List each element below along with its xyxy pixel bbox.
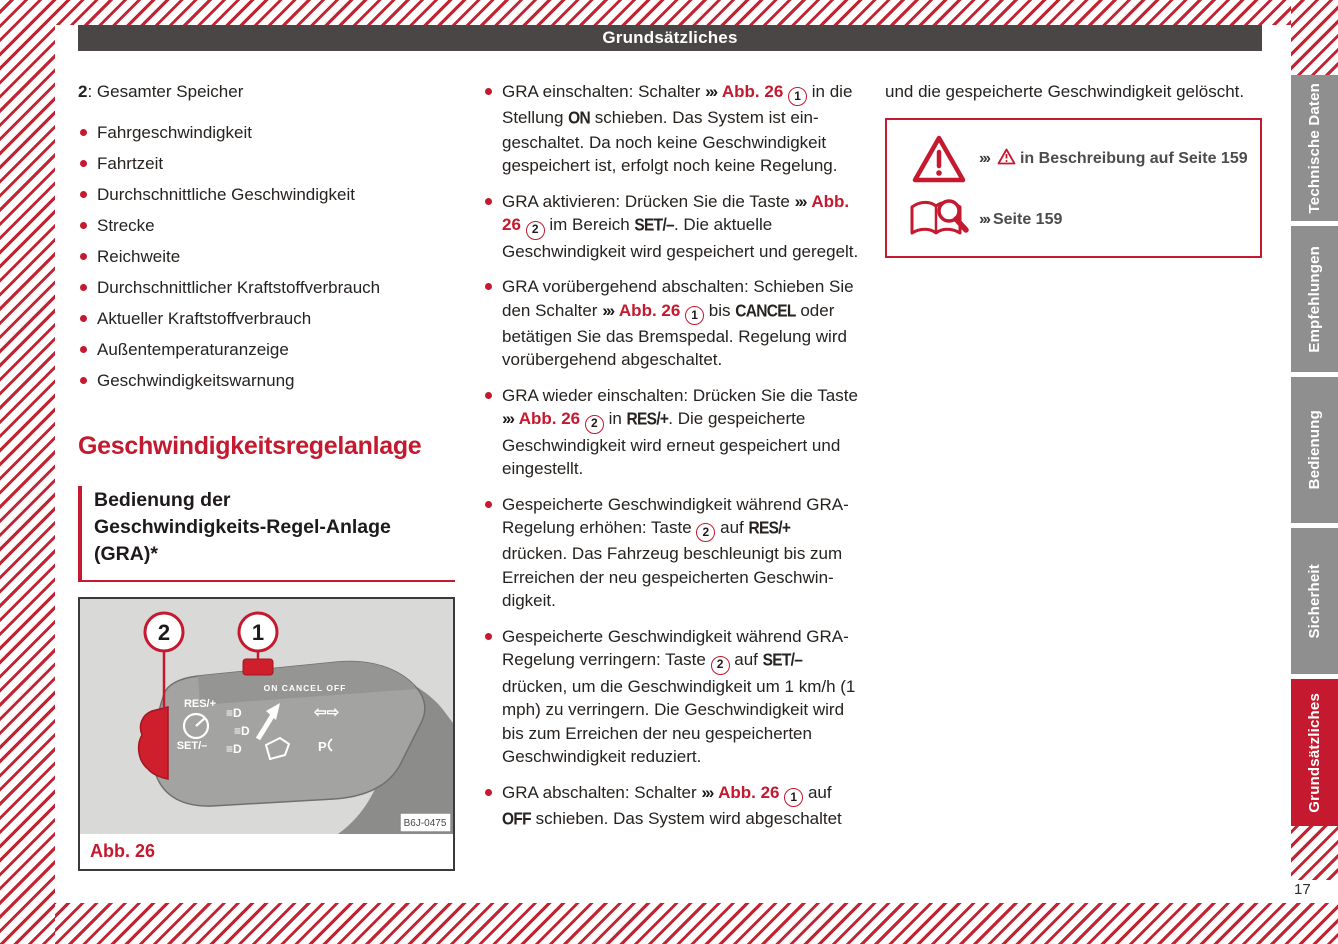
bullet-icon [80,377,87,384]
bullet-icon [80,253,87,260]
list-item-text: Fahrtzeit [97,154,164,173]
text-run: drücken. Das Fahrzeug beschleunigt bis zum Erreichen der neu gespeicherten Geschwindigkeit. [502,544,843,611]
subsection-title: Bedienung der Geschwindigkeits-Regel-Anlage (GRA)* [78,486,455,582]
chapter-tab-column [1291,75,1338,826]
bullet-icon [80,222,87,229]
book-search-icon [899,197,979,243]
svg-text:≡D: ≡D [226,706,242,720]
page-reference-text [979,209,1062,231]
sidebar-tab-grundsaetzliches[interactable]: Grundsätzliches [1291,679,1338,826]
bullet-icon [485,789,492,796]
figure-caption: Abb. 26 [80,834,453,869]
callout-number: 1 [784,788,803,807]
figure-ref[interactable]: Abb. 26 [518,409,581,429]
set-label: SET/– [176,740,208,752]
warning-reference-label[interactable]: in Beschreibung auf Seite 159 [1019,150,1248,167]
on-cancel-off-label: ON CANCEL OFF [263,683,347,693]
sidebar-tab-technische-daten[interactable]: Technische Daten [1291,75,1338,221]
text-run: auf [729,650,763,670]
text-run: und die gespeicherte Geschwindigkeit gelöscht. [885,82,1245,101]
figure-26-image [80,599,453,834]
cross-ref-chevrons: ››› [979,211,989,228]
list-item-text [502,192,858,261]
control-key: ON [568,108,591,129]
memory-number: 2 [78,82,88,101]
text-run: auf [715,518,749,537]
inline-warning-icon [997,148,1016,165]
bullet-icon [485,88,492,95]
bullet-icon [80,191,87,198]
bullet-icon [485,633,492,640]
page-number: 17 [1294,881,1311,898]
bullet-icon [485,198,492,205]
svg-text:P: P [318,739,327,754]
text-run: GRA vorübergehend abschalten: Schieben Sie den Schalter [502,277,854,320]
warning-reference-text [979,148,1248,170]
sidebar-tab-sicherheit[interactable]: Sicherheit [1291,528,1338,674]
list-item-text: Durchschnittlicher Kraftstoffverbrauch [97,278,381,297]
callout-number: 1 [788,87,807,106]
cross-ref-chevrons: ››› [979,150,989,167]
control-key: OFF [502,809,531,829]
right-column [885,80,1262,258]
callout-number: 2 [711,656,730,675]
instruction-item [483,493,860,613]
trip-data-list [78,121,455,393]
callout-number: 2 [585,415,604,434]
bullet-icon [485,392,492,399]
cross-ref-chevrons: ››› [705,82,717,101]
callout-badge-2 [145,613,183,651]
text-run: GRA wieder einschalten: Drücken Sie die Taste [502,385,858,405]
svg-text:2: 2 [157,620,171,645]
trip-data-item [78,152,455,176]
rocker-button [139,707,168,779]
control-key: RES/+ [626,409,669,430]
figure-code-box [400,813,451,832]
bullet-icon [80,315,87,322]
list-item-text [502,386,858,478]
list-item-text [502,82,852,175]
cross-ref-chevrons: ››› [602,300,614,320]
text-run: . Die aktuelle Geschwindigkeit wird gespeichert und geregelt. [502,215,859,261]
text-run: im Bereich [544,215,635,235]
warning-triangle-icon [899,133,979,185]
figure-26 [78,597,455,871]
trip-data-item [78,121,455,145]
text-run: bis [704,300,736,320]
control-key: SET/– [634,215,674,236]
control-key: RES/+ [748,518,791,539]
bullet-icon [80,284,87,291]
callout-number: 2 [696,523,715,542]
bullet-icon [485,283,492,290]
text-run: schieben. Das System ist eingeschaltet. Da noch keine Geschwindigkeit gespeichert ist, erfolgt noch keine Regelung. [502,108,838,176]
list-item-text [502,495,849,611]
striped-border-bottom [0,903,1338,944]
page-reference-row [899,197,1248,243]
callout-number: 2 [526,221,545,240]
striped-border-left [0,0,55,944]
page-reference-label[interactable]: Seite 159 [992,211,1063,228]
instruction-item [483,275,860,372]
control-key: SET/– [762,650,803,671]
chapter-header-bar [78,25,1262,51]
figure-ref[interactable]: Abb. 26 [721,82,784,101]
callout-badge-1 [239,613,277,651]
page-content [55,25,1291,903]
text-run: schieben. Das System wird abgeschaltet [530,808,842,828]
text-run: GRA aktivieren: Drücken Sie die Taste [502,191,795,211]
text-run: in [603,409,627,429]
callout-number: 1 [685,306,704,325]
instruction-list [483,80,860,831]
control-key: CANCEL [735,301,796,321]
memory-label: : Gesamter Speicher [87,82,244,101]
svg-text:≡D: ≡D [234,724,250,738]
instruction-item [483,384,860,481]
memory-intro-line [78,80,455,104]
res-label: RES/+ [183,698,217,710]
text-run: GRA einschalten: Schalter [502,82,706,101]
figure-ref[interactable]: Abb. 26 [618,300,681,320]
continuation-paragraph [885,80,1262,104]
instruction-item [483,190,860,263]
figure-ref[interactable]: Abb. 26 [502,191,850,235]
slider-button [243,659,273,675]
striped-border-top [0,0,1338,25]
svg-text:≡D: ≡D [226,742,242,756]
cross-ref-chevrons: ››› [701,782,713,802]
bullet-icon [485,501,492,508]
trip-data-item [78,183,455,207]
trip-data-item [78,276,455,300]
instruction-item [483,80,860,178]
list-item-text: Durchschnittliche Geschwindigkeit [97,185,355,204]
reference-note-box [885,118,1262,258]
middle-column [483,80,860,843]
list-item-text: Außentemperaturanzeige [97,340,289,359]
list-item-text: Aktueller Kraftstoffverbrauch [97,309,312,328]
svg-text:B6J-0475: B6J-0475 [403,818,447,829]
list-item-text [502,783,842,828]
chapter-title: Grundsätzliches [602,28,738,47]
list-item-text: Reichweite [97,247,181,266]
bullet-icon [80,160,87,167]
instruction-item [483,781,860,832]
cross-ref-chevrons: ››› [794,191,806,211]
text-run: GRA abschalten: Schalter [502,782,702,802]
text-run: in die Stellung [502,82,853,128]
text-run: drücken, um die Geschwindigkeit um 1 km/h (1 mph) zu verringern. Die Geschwindigkeit wird bis zum Erreichen der neu gespeicherten Geschwindigkeit reduziert. [502,676,856,766]
list-item-text [502,627,855,766]
trip-data-item [78,338,455,362]
trip-data-item [78,245,455,269]
bullet-icon [80,346,87,353]
left-column [78,80,455,871]
list-item-text: Geschwindigkeitswarnung [97,371,295,390]
bullet-icon [80,129,87,136]
trip-data-item [78,369,455,393]
warning-reference-row [899,133,1248,185]
figure-ref[interactable]: Abb. 26 [718,782,780,802]
text-run: Gespeicherte Geschwindigkeit während GRA-Regelung verringern: Taste [502,626,849,670]
trip-data-item [78,307,455,331]
trip-data-item [78,214,455,238]
list-item-text: Fahrgeschwindigkeit [97,123,252,142]
list-item-text [502,277,854,369]
sidebar-tab-empfehlungen[interactable]: Empfehlungen [1291,226,1338,372]
text-run: . Die gespeicherte Geschwindigkeit wird erneut gespeichert und eingestellt. [502,409,841,478]
text-run: Gespeicherte Geschwindigkeit während GRA-Regelung erhöhen: Taste [502,494,849,537]
list-item-text: Strecke [97,216,155,235]
turn-signal-arrows-icon: ⇦⇨ [314,704,340,721]
section-title: Geschwindigkeitsregelanlage [78,432,422,460]
svg-text:1: 1 [251,620,265,645]
steering-stalk-illustration [80,599,453,834]
cross-ref-chevrons: ››› [502,409,513,429]
text-run [521,215,526,234]
sidebar-tab-bedienung[interactable]: Bedienung [1291,377,1338,523]
text-run: auf [803,782,832,802]
instruction-item [483,625,860,769]
text-run: oder betätigen Sie das Bremspedal. Regelung wird vorübergehend abgeschaltet. [502,300,847,370]
